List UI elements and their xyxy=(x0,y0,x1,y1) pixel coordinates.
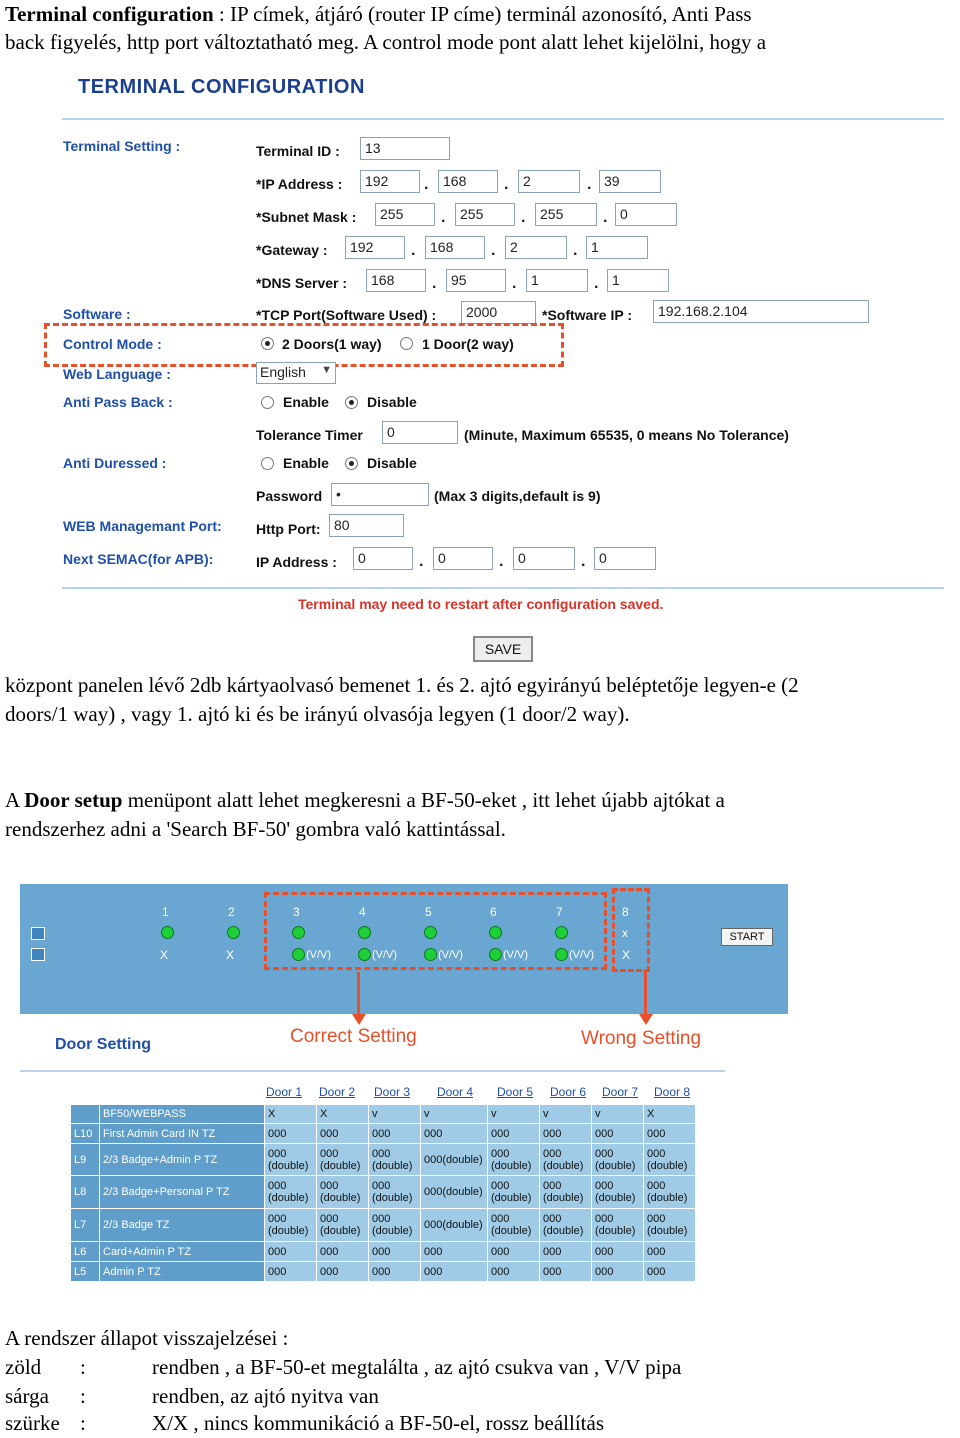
chevron-down-icon: ▼ xyxy=(321,364,332,376)
cell[interactable]: 000 xyxy=(644,1242,696,1262)
cell[interactable]: 000 xyxy=(369,1242,421,1262)
cell[interactable]: 000 (double) xyxy=(540,1209,592,1242)
cell[interactable]: 000 (double) xyxy=(265,1144,317,1176)
cell[interactable]: 000 (double) xyxy=(488,1176,540,1209)
cell[interactable]: 000 xyxy=(592,1242,644,1262)
dot: . xyxy=(504,176,509,193)
control-mode-2doors-radio[interactable] xyxy=(261,337,274,350)
door-header-8[interactable]: Door 8 xyxy=(654,1085,691,1099)
door-5-status: (V/V) xyxy=(438,949,464,961)
arrow-line xyxy=(357,972,360,1016)
status-name: szürke xyxy=(5,1411,60,1435)
cell[interactable]: 000 (double) xyxy=(592,1144,644,1176)
cell[interactable]: 000 xyxy=(265,1262,317,1282)
dot: . xyxy=(432,275,437,292)
correct-setting-label: Correct Setting xyxy=(290,1026,417,1047)
cell[interactable]: 000 (double) xyxy=(540,1144,592,1176)
cell[interactable]: 000(double) xyxy=(421,1144,488,1176)
row-key: L5 xyxy=(71,1262,100,1282)
restart-warning: Terminal may need to restart after configuration saved. xyxy=(298,596,664,612)
next-ip-input-2[interactable]: 0 xyxy=(433,547,493,570)
row-key: L7 xyxy=(71,1209,100,1242)
tolerance-label: Tolerance Timer xyxy=(256,427,363,443)
cell[interactable]: 000 (double) xyxy=(317,1209,369,1242)
duress-enable-label: Enable xyxy=(283,455,329,471)
anti-pass-back-label: Anti Pass Back : xyxy=(63,394,173,410)
password-note: (Max 3 digits,default is 9) xyxy=(434,488,601,504)
door-number-6: 6 xyxy=(490,905,497,919)
table-row xyxy=(71,1209,696,1242)
cell[interactable]: 000 xyxy=(540,1262,592,1282)
password-label: Password xyxy=(256,488,323,504)
software-ip-input[interactable]: 192.168.2.104 xyxy=(653,300,869,323)
status-sep: : xyxy=(80,1411,86,1435)
cell[interactable]: 000 (double) xyxy=(369,1144,421,1176)
http-port-label: Http Port: xyxy=(256,521,321,537)
row-key xyxy=(71,1105,100,1124)
divider xyxy=(20,1070,725,1072)
ip-input-3[interactable]: 2 xyxy=(518,170,580,193)
cell[interactable]: 000 xyxy=(488,1124,540,1144)
subnet-input-3[interactable]: 255 xyxy=(535,203,597,226)
software-ip-label: *Software IP : xyxy=(542,307,632,323)
door-3-status: (V/V) xyxy=(306,949,332,961)
door-1-led xyxy=(161,926,174,939)
dot: . xyxy=(587,176,592,193)
para2-line-2: rendszerhez adni a 'Search BF-50' gombra való kattintással. xyxy=(5,817,506,841)
cell[interactable]: v xyxy=(592,1105,644,1124)
cell[interactable]: 000 xyxy=(421,1262,488,1282)
dot: . xyxy=(603,209,608,226)
door-setup-term: Door setup xyxy=(24,788,123,812)
cell[interactable]: v xyxy=(488,1105,540,1124)
start-button[interactable]: START xyxy=(721,928,773,946)
row-key: L8 xyxy=(71,1176,100,1209)
table-row xyxy=(71,1124,696,1144)
status-sep: : xyxy=(80,1355,86,1379)
subnet-input-1[interactable]: 255 xyxy=(375,203,435,226)
cell[interactable]: 000 (double) xyxy=(644,1209,696,1242)
status-item-yellow xyxy=(5,1382,379,1411)
tcp-port-input[interactable]: 2000 xyxy=(461,301,536,324)
cell[interactable]: X xyxy=(644,1105,696,1124)
ip-input-1[interactable]: 192 xyxy=(360,170,420,193)
dot: . xyxy=(512,275,517,292)
divider xyxy=(62,118,944,120)
gateway-input-2[interactable]: 168 xyxy=(425,236,485,259)
cell[interactable]: 000 xyxy=(317,1124,369,1144)
door-header-7[interactable]: Door 7 xyxy=(602,1085,639,1099)
http-port-input[interactable]: 80 xyxy=(329,514,404,537)
cell[interactable]: 000 (double) xyxy=(369,1209,421,1242)
anti-duressed-label: Anti Duressed : xyxy=(63,455,167,471)
cell[interactable]: 000 xyxy=(369,1262,421,1282)
door-number-3: 3 xyxy=(293,905,300,919)
ip-input-4[interactable]: 39 xyxy=(599,170,661,193)
cell[interactable]: 000 xyxy=(592,1262,644,1282)
cell[interactable]: v xyxy=(540,1105,592,1124)
cell[interactable]: 000 xyxy=(644,1262,696,1282)
cell[interactable]: 000 (double) xyxy=(644,1176,696,1209)
subnet-input-4[interactable]: 0 xyxy=(615,203,677,226)
status-name: sárga xyxy=(5,1384,49,1408)
next-ip-input-3[interactable]: 0 xyxy=(513,547,575,570)
dot: . xyxy=(491,242,496,259)
status-desc: X/X , nincs kommunikáció a BF-50-el, rossz beállítás xyxy=(152,1411,605,1435)
cell[interactable]: 000 (double) xyxy=(592,1176,644,1209)
subnet-input-2[interactable]: 255 xyxy=(455,203,515,226)
tolerance-input[interactable]: 0 xyxy=(382,421,458,444)
door-number-8: 8 xyxy=(622,905,629,919)
dot: . xyxy=(424,176,429,193)
row-name: BF50/WEBPASS xyxy=(100,1105,265,1124)
cell[interactable]: 000 xyxy=(317,1242,369,1262)
status-desc: rendben, az ajtó nyitva van xyxy=(152,1384,379,1408)
cell[interactable]: X xyxy=(317,1105,369,1124)
duress-enable-radio[interactable] xyxy=(261,457,274,470)
status-item-green xyxy=(5,1353,681,1382)
door-number-1: 1 xyxy=(162,905,169,919)
cell[interactable]: 000(double) xyxy=(421,1209,488,1242)
dns-input-2[interactable]: 95 xyxy=(446,269,506,292)
cell[interactable]: 000 (double) xyxy=(317,1144,369,1176)
apb-enable-label: Enable xyxy=(283,394,329,410)
status-sep: : xyxy=(80,1384,86,1408)
dot: . xyxy=(441,209,446,226)
table-row xyxy=(71,1262,696,1282)
next-semac-label: Next SEMAC(for APB): xyxy=(63,551,214,567)
para1-line-1: központ panelen lévő 2db kártyaolvasó bemenet 1. és 2. ajtó egyirányú beléptetője legyen-e (2 xyxy=(5,673,799,697)
language-select[interactable] xyxy=(256,362,336,384)
cell[interactable]: v xyxy=(369,1105,421,1124)
password-input[interactable]: • xyxy=(331,483,429,506)
next-ip-input-4[interactable]: 0 xyxy=(594,547,656,570)
cell[interactable]: 000 xyxy=(421,1242,488,1262)
cell[interactable]: 000 xyxy=(540,1242,592,1262)
door-setting-title: Door Setting xyxy=(55,1036,151,1053)
row-key: L10 xyxy=(71,1124,100,1144)
gateway-input-3[interactable]: 2 xyxy=(505,236,567,259)
duress-disable-label: Disable xyxy=(367,455,417,471)
ip-label: *IP Address : xyxy=(256,176,343,192)
tcp-port-label: *TCP Port(Software Used) : xyxy=(256,307,437,323)
ip-input-2[interactable]: 168 xyxy=(438,170,498,193)
cell[interactable]: 000 (double) xyxy=(592,1209,644,1242)
status-title: A rendszer állapot visszajelzései : xyxy=(5,1326,289,1350)
door-header-6[interactable]: Door 6 xyxy=(550,1085,587,1099)
row-key: L6 xyxy=(71,1242,100,1262)
cell[interactable]: 000 (double) xyxy=(317,1176,369,1209)
table-row xyxy=(71,1144,696,1176)
cell[interactable]: 000 xyxy=(540,1124,592,1144)
intro-text: : IP címek, átjáró (router IP címe) terminál azonosító, Anti Pass xyxy=(213,2,752,26)
cell[interactable]: 000 (double) xyxy=(265,1176,317,1209)
door-number-4: 4 xyxy=(359,905,366,919)
door-header-4[interactable]: Door 4 xyxy=(437,1085,474,1099)
intro-heading: Terminal configuration xyxy=(5,2,214,26)
cell[interactable]: 000 xyxy=(265,1124,317,1144)
cell[interactable]: 000 xyxy=(421,1124,488,1144)
tolerance-note: (Minute, Maximum 65535, 0 means No Tolerance) xyxy=(464,427,789,443)
status-desc: rendben , a BF-50-et megtalálta , az ajtó csukva van , V/V pipa xyxy=(152,1355,682,1379)
correct-setting-highlight xyxy=(264,892,607,970)
dot: . xyxy=(499,553,504,570)
dot: . xyxy=(581,553,586,570)
apb-disable-label: Disable xyxy=(367,394,417,410)
door-header-3[interactable]: Door 3 xyxy=(374,1085,411,1099)
dot: . xyxy=(594,275,599,292)
wrong-setting-highlight xyxy=(612,888,650,972)
status-name: zöld xyxy=(5,1355,42,1379)
cell[interactable]: 000 xyxy=(369,1124,421,1144)
toggle-icon[interactable] xyxy=(31,948,45,961)
cell[interactable]: X xyxy=(265,1105,317,1124)
gateway-input-1[interactable]: 192 xyxy=(345,236,405,259)
para2-line-1 xyxy=(5,786,725,815)
status-item-gray xyxy=(5,1409,604,1438)
cell[interactable]: 000 (double) xyxy=(369,1176,421,1209)
dns-input-4[interactable]: 1 xyxy=(607,269,669,292)
arrow-line xyxy=(644,972,647,1016)
gateway-label: *Gateway : xyxy=(256,242,328,258)
arrow-down-icon xyxy=(352,1014,366,1025)
divider xyxy=(62,587,944,589)
cell[interactable]: 000 (double) xyxy=(644,1144,696,1176)
terminal-id-input[interactable]: 13 xyxy=(360,137,450,160)
next-ip-input-1[interactable]: 0 xyxy=(353,547,413,570)
door-2-led xyxy=(227,926,240,939)
toggle-icon[interactable] xyxy=(31,927,45,940)
duress-disable-radio[interactable] xyxy=(345,457,358,470)
row-name: 2/3 Badge+Admin P TZ xyxy=(100,1144,265,1176)
apb-enable-radio[interactable] xyxy=(261,396,274,409)
door-8-x: x xyxy=(622,926,628,940)
dot: . xyxy=(419,553,424,570)
language-value: English xyxy=(260,364,306,380)
table-row xyxy=(71,1176,696,1209)
door-number-5: 5 xyxy=(425,905,432,919)
web-mgmt-port-label: WEB Managemant Port: xyxy=(63,518,222,534)
intro-line-1 xyxy=(5,0,752,29)
cell[interactable]: 000 xyxy=(265,1242,317,1262)
cell[interactable]: 000 (double) xyxy=(488,1209,540,1242)
table-row xyxy=(71,1105,696,1124)
dot: . xyxy=(521,209,526,226)
web-language-label: Web Language : xyxy=(63,366,171,382)
dot: . xyxy=(411,242,416,259)
row-name: Card+Admin P TZ xyxy=(100,1242,265,1262)
para2-prefix: A xyxy=(5,788,25,812)
software-label: Software : xyxy=(63,306,131,322)
door-header-2[interactable]: Door 2 xyxy=(319,1085,356,1099)
row-name: 2/3 Badge TZ xyxy=(100,1209,265,1242)
door-6-status: (V/V) xyxy=(503,949,529,961)
control-mode-label: Control Mode : xyxy=(63,336,162,352)
door-2-status: X xyxy=(226,948,235,962)
save-button[interactable]: SAVE xyxy=(473,636,533,662)
cell[interactable]: 000 xyxy=(488,1242,540,1262)
para1-line-2: doors/1 way) , vagy 1. ajtó ki és be irányú olvasója legyen (1 door/2 way). xyxy=(5,702,630,726)
door-setting-table xyxy=(70,1104,696,1282)
door-8-status: X xyxy=(622,948,631,962)
door-7-status: (V/V) xyxy=(569,949,595,961)
cell[interactable]: 000 xyxy=(317,1262,369,1282)
dot: . xyxy=(573,242,578,259)
row-key: L9 xyxy=(71,1144,100,1176)
door-1-status: X xyxy=(160,948,169,962)
cell[interactable]: 000 xyxy=(644,1124,696,1144)
intro-line-2: back figyelés, http port változtatható meg. A control mode pont alatt lehet kijelölni, hogy a xyxy=(5,30,767,54)
table-row xyxy=(71,1242,696,1262)
terminal-id-label: Terminal ID : xyxy=(256,143,340,159)
row-name: 2/3 Badge+Personal P TZ xyxy=(100,1176,265,1209)
door-4-status: (V/V) xyxy=(372,949,398,961)
control-mode-2doors-label: 2 Doors(1 way) xyxy=(282,336,382,352)
config-title: TERMINAL CONFIGURATION xyxy=(78,76,365,98)
cell[interactable]: v xyxy=(421,1105,488,1124)
para2-text: menüpont alatt lehet megkeresni a BF-50-eket , itt lehet újabb ajtókat a xyxy=(122,788,725,812)
door-number-2: 2 xyxy=(228,905,235,919)
row-name: First Admin Card IN TZ xyxy=(100,1124,265,1144)
cell[interactable]: 000(double) xyxy=(421,1176,488,1209)
row-name: Admin P TZ xyxy=(100,1262,265,1282)
door-number-7: 7 xyxy=(556,905,563,919)
cell[interactable]: 000 (double) xyxy=(488,1144,540,1176)
dns-input-3[interactable]: 1 xyxy=(526,269,588,292)
door-header-1[interactable]: Door 1 xyxy=(266,1085,303,1099)
subnet-label: *Subnet Mask : xyxy=(256,209,357,225)
cell[interactable]: 000 (double) xyxy=(540,1176,592,1209)
apb-disable-radio[interactable] xyxy=(345,396,358,409)
control-mode-1door-label: 1 Door(2 way) xyxy=(422,336,514,352)
dns-label: *DNS Server : xyxy=(256,275,348,291)
wrong-setting-label: Wrong Setting xyxy=(581,1028,702,1049)
arrow-down-icon xyxy=(639,1014,653,1025)
cell[interactable]: 000 (double) xyxy=(265,1209,317,1242)
door-header-5[interactable]: Door 5 xyxy=(497,1085,534,1099)
next-ip-label: IP Address : xyxy=(256,554,337,570)
gateway-input-4[interactable]: 1 xyxy=(586,236,648,259)
terminal-setting-label: Terminal Setting : xyxy=(63,138,181,154)
cell[interactable]: 000 xyxy=(592,1124,644,1144)
control-mode-1door-radio[interactable] xyxy=(400,337,413,350)
cell[interactable]: 000 xyxy=(488,1262,540,1282)
dns-input-1[interactable]: 168 xyxy=(366,269,426,292)
